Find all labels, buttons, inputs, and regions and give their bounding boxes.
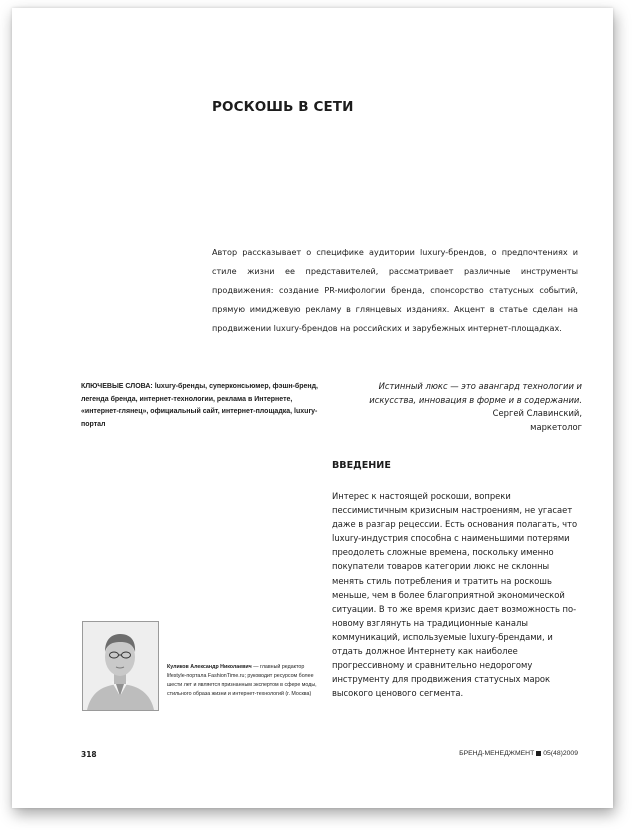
issue-number: 05(48)2009 [543, 750, 578, 757]
author-name: Куликов Александр Николаевич [167, 664, 252, 670]
journal-footer [459, 750, 578, 757]
square-separator-icon [536, 751, 541, 756]
epigraph-role: маркетолог [530, 421, 582, 432]
author-portrait-icon [83, 622, 158, 710]
article-title: РОСКОШЬ В СЕТИ [212, 99, 354, 115]
article-abstract: Автор рассказывает о специфике аудитории luxury-брендов, о предпочтениях и стиле жизни ее представителей, рассматривает различные инструменты продвижения: создание PR-мифологии бренда, спонсорство статусных событий, прямую имиджевую рекламу в глянцевых изданиях. Акцент в статье сделан на продвижении luxury-брендов на российских и зарубежных интернет-площадках. [212, 247, 578, 333]
keywords-text: luxury-бренды, суперконсьюмер, фэшн-бренд, легенда бренда, интернет-технологии, реклама в Интернете, «интернет-глянец», официальный сайт, интернет-площадка, luxury-портал [81, 383, 318, 428]
keywords-block [81, 381, 323, 431]
journal-name: БРЕНД-МЕНЕДЖМЕНТ [459, 750, 535, 757]
page-number: 318 [81, 750, 97, 759]
author-bio [167, 663, 325, 699]
intro-paragraph: Интерес к настоящей роскоши, вопреки пессимистичным кризисным настроениям, не угасает даже в разгар рецессии. Есть основания полагать, что luxury-индустрия способна с наименьшими потерями преодолеть сложные времена, поскольку именно покупатели товаров категории люкс не склонны менять стиль потребления и тратить на роскошь меньше, чем в более благоприятной экономической ситуации. В то же время кризис дает возможность по-новому взглянуть на традиционные каналы коммуникаций, используемые luxury-брендами, и отдать должное Интернету как наиболее прогрессивному и сравнительно недорогому инструменту для продвижения статусных марок высокого ценового сегмента. [332, 491, 578, 699]
keywords-label: КЛЮЧЕВЫЕ СЛОВА: [81, 383, 153, 390]
author-description: — главный редактор lifestyle-портала FashionTime.ru; руководит ресурсом более шести лет и является признанным экспертом в сфере моды, стильного образа жизни и интернет-технологий (г. Москва) [167, 664, 317, 697]
magazine-page [12, 8, 613, 808]
epigraph-author: Сергей Славинский, [492, 408, 582, 418]
author-photo [82, 621, 159, 711]
epigraph-quote: Истинный люкс — это авангард технологии и искусства, инновация в форме и в содержании. [369, 381, 582, 405]
section-title-intro: ВВЕДЕНИЕ [332, 460, 391, 471]
epigraph [332, 380, 582, 434]
